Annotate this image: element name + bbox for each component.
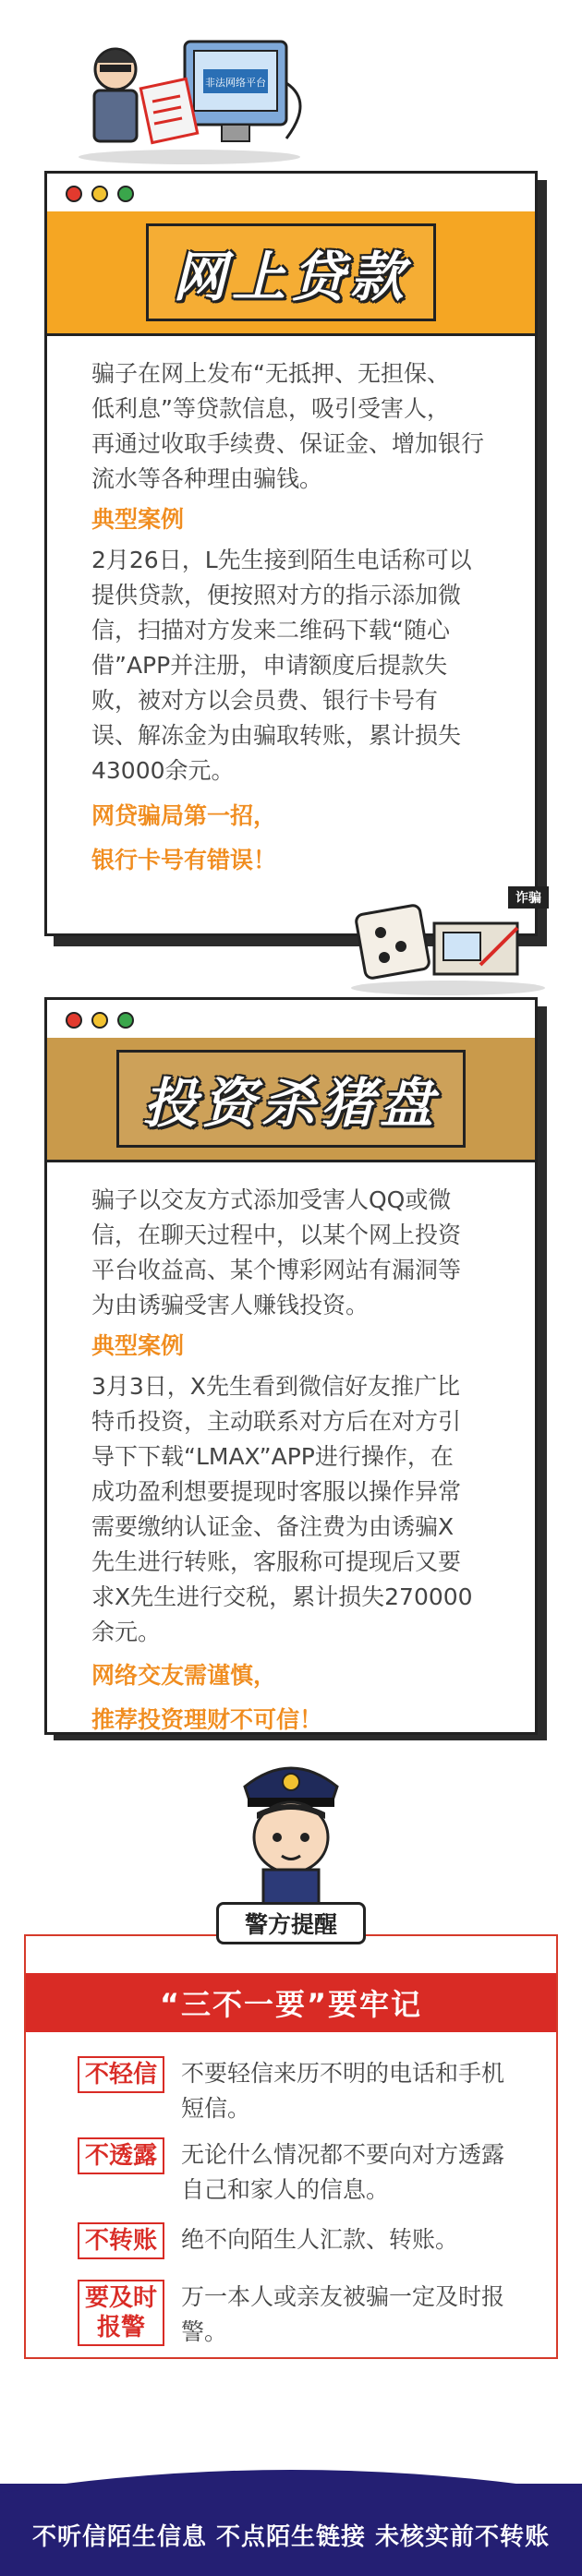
loan-description: 骗子在网上发布“无抵押、无担保、 低利息”等贷款信息，吸引受害人， 再通过收取手续费、保证金、增加银行 流水等各种理由骗钱。 [91, 360, 485, 492]
rule-item [78, 2137, 523, 2208]
rule-text: 绝不向陌生人汇款、转账。 [181, 2226, 459, 2253]
police-reminder-badge: 警方提醒 [216, 1902, 366, 1944]
loan-title: 网上贷款 [172, 246, 409, 308]
invest-title: 投资杀猪盘 [142, 1072, 439, 1135]
invest-tip-2: 推荐投资理财不可信！ [91, 1706, 323, 1733]
rule-item [78, 2280, 523, 2350]
loan-card-header [44, 171, 538, 214]
scam-tag: 诈骗 [515, 891, 541, 906]
invest-description: 骗子以交友方式添加受害人QQ或微 信，在聊天过程中，以某个网上投资 平台收益高、某个博彩网站有漏洞等 为由诱骗受害人赚钱投资。 [91, 1186, 462, 1318]
invest-tip-1: 网络交友需谨慎， [91, 1662, 277, 1689]
rule-tag: 不透露 [78, 2137, 164, 2174]
police-officer-illustration [222, 1750, 360, 1907]
alert-heading: “三不一要”要牢记 [26, 1973, 556, 2032]
loan-tip-2: 银行卡号有错误！ [91, 847, 277, 873]
invest-card-header [44, 997, 538, 1041]
police-alert-box [24, 1934, 558, 2359]
loan-case-text: 2月26日，L先生接到陌生电话称可以 提供贷款，便按照对方的指示添加微 信，扫描对方发来二维码下载“随心 借”APP并注册，申请额度后提款失 败，被对方以会员费、银行卡号有 误、解冻金为由骗取转账，累计损失 43000余元。 [91, 547, 472, 784]
green-dot-icon [117, 186, 134, 202]
green-dot-icon [117, 1012, 134, 1029]
monitor-sign: 非法网络平台 [205, 77, 266, 89]
invest-title-banner [44, 1038, 538, 1162]
footer-wave [0, 2456, 582, 2493]
invest-case-text: 3月3日，X先生看到微信好友推广比 特币投资，主动联系对方后在对方引 导下下载“LMAX”APP进行操作，在 成功盈利想要提现时客服以操作异常 需要缴纳认证金、备注费为由诱骗X 先生进行转账，客服称可提现后又要 求X先生进行交税，累计损失270000 余元。 [91, 1373, 473, 1645]
loan-text-panel [44, 336, 538, 936]
rule-tag: 不转账 [78, 2222, 164, 2259]
rule-text: 无论什么情况都不要向对方透露自己和家人的信息。 [181, 2141, 505, 2203]
invest-case-label: 典型案例 [91, 1332, 185, 1359]
loan-title-banner [44, 211, 538, 336]
footer-banner [0, 2484, 582, 2576]
red-dot-icon [66, 186, 82, 202]
rule-tag: 要及时报警 [78, 2280, 164, 2346]
yellow-dot-icon [91, 1012, 108, 1029]
rule-tag: 不轻信 [78, 2056, 164, 2093]
yellow-dot-icon [91, 186, 108, 202]
rule-text: 不要轻信来历不明的电话和手机短信。 [181, 2060, 505, 2122]
loan-tip-1: 网贷骗局第一招， [91, 802, 277, 829]
rule-item [78, 2222, 523, 2259]
invest-text-panel [44, 1162, 538, 1735]
footer-slogan: 不听信陌生信息 不点陌生链接 未核实前不转账 [31, 2523, 551, 2551]
rule-item [78, 2056, 523, 2126]
scam-machine-illustration [342, 882, 554, 997]
thief-computer-illustration [65, 28, 314, 166]
loan-case-label: 典型案例 [91, 506, 185, 533]
rule-text: 万一本人或亲友被骗一定及时报警。 [181, 2283, 505, 2345]
red-dot-icon [66, 1012, 82, 1029]
